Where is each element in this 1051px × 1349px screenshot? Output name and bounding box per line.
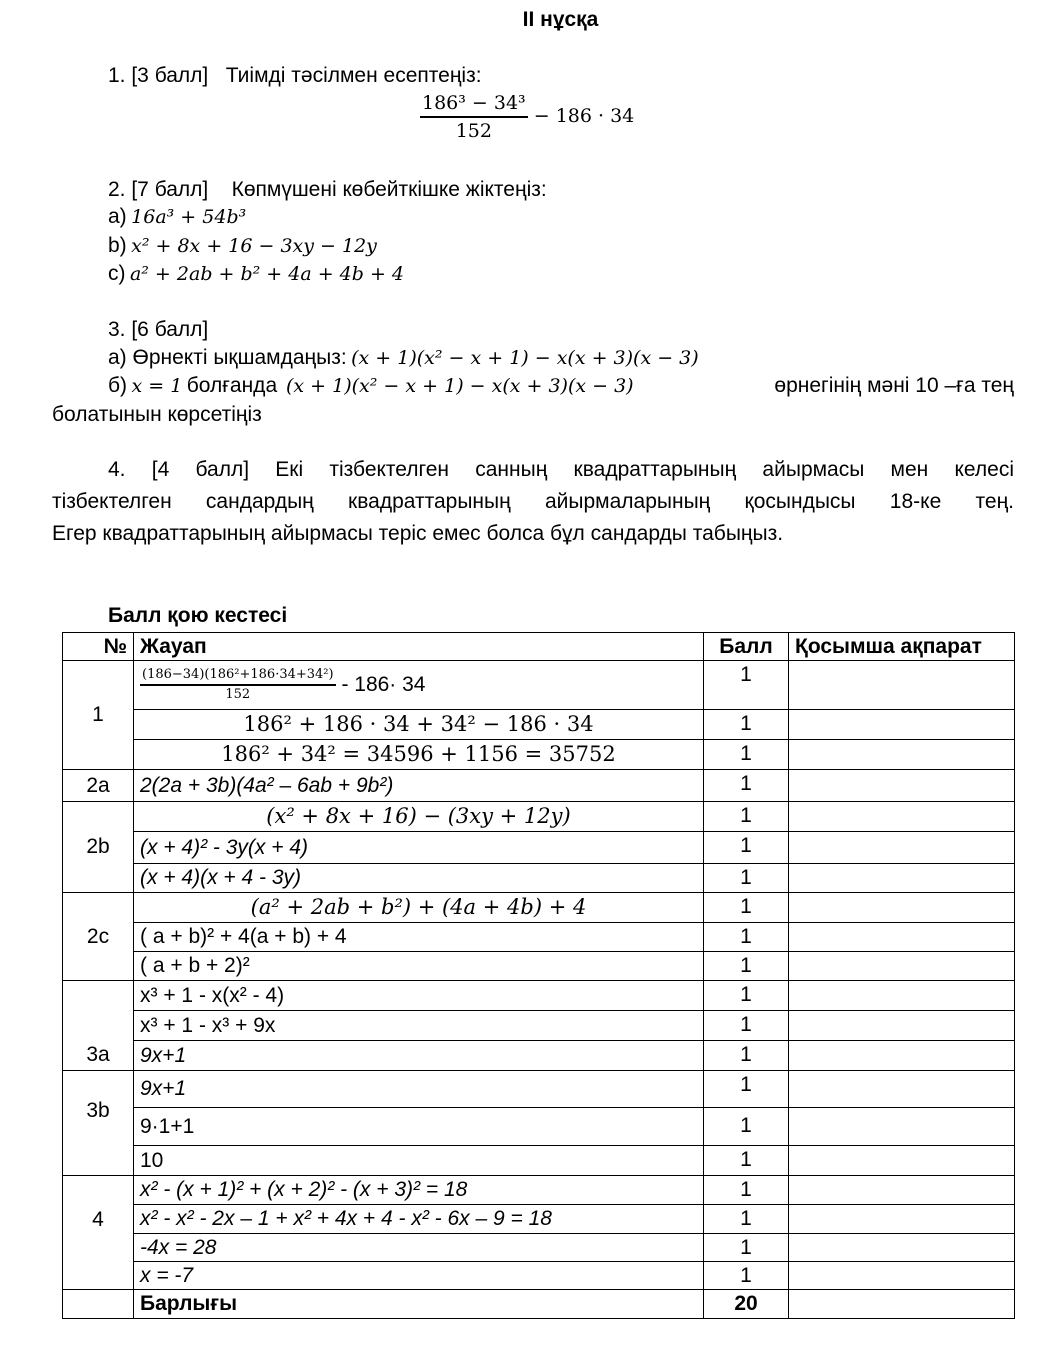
points-cell: 1 (704, 1176, 789, 1205)
points-cell: 1 (704, 1071, 789, 1108)
points-cell: 1 (704, 1205, 789, 1234)
answer-cell: 10 (134, 1146, 704, 1176)
total-number-cell (63, 1290, 134, 1319)
total-row (63, 1290, 1015, 1319)
task-4-line-3: Егер квадраттарының айырмасы теріс емес болса бұл сандарды табыңыз. (52, 522, 784, 545)
points-cell: 1 (704, 1262, 789, 1290)
table-row (63, 1234, 1015, 1262)
extra-info-cell (789, 952, 1015, 981)
points-cell: 1 (704, 923, 789, 952)
task-number: 4 (63, 1176, 134, 1290)
extra-info-cell (789, 1041, 1015, 1071)
answer-cell: 9x+1 (134, 1041, 704, 1071)
table-row (63, 1146, 1015, 1176)
extra-info-cell (789, 1262, 1015, 1290)
table-row (63, 740, 1015, 770)
task-3b-condition: x = 1 (131, 375, 183, 397)
points-cell: 1 (704, 1041, 789, 1071)
total-label: Барлығы (134, 1290, 704, 1319)
task-2c-label: c) (108, 262, 126, 285)
task-2b-expr: x² + 8x + 16 − 3xy − 12y (131, 235, 377, 257)
extra-info-cell (789, 893, 1015, 923)
task-number: 3a (63, 981, 134, 1071)
header-points: Балл (704, 633, 789, 661)
answer-cell: (x² + 8x + 16) − (3xy + 12y) (134, 802, 704, 832)
total-points: 20 (704, 1290, 789, 1319)
answer-cell: (a² + 2ab + b²) + (4a + 4b) + 4 (134, 893, 704, 923)
task-3a (108, 346, 699, 370)
task-3-label: 3. [6 балл] (108, 318, 209, 341)
task-2a-expr: 16a³ + 54b³ (131, 206, 247, 228)
task-1-denominator: 152 (455, 120, 492, 142)
extra-info-cell (789, 981, 1015, 1011)
task-1-numerator: 186³ − 34³ (420, 92, 528, 118)
task-3a-expr: (x + 1)(x² − x + 1) − x(x + 3)(x − 3) (351, 347, 699, 369)
extra-info-cell (789, 1234, 1015, 1262)
task-1-label: 1. [3 балл] (108, 64, 209, 87)
answer-cell: x³ + 1 - x³ + 9x (134, 1011, 704, 1041)
table-row (63, 1071, 1015, 1108)
answer-cell: 186² + 186 · 34 + 34² − 186 · 34 (134, 710, 704, 740)
points-cell: 1 (704, 740, 789, 770)
points-cell: 1 (704, 1234, 789, 1262)
table-row (63, 981, 1015, 1011)
header-extra-info: Қосымша ақпарат (789, 633, 1015, 661)
extra-info-cell (789, 1071, 1015, 1108)
task-3b-when: болғанда (186, 374, 278, 397)
extra-info-cell (789, 864, 1015, 893)
task-3b-continuation: болатынын көрсетіңіз (52, 403, 262, 426)
extra-info-cell (789, 1146, 1015, 1176)
table-header-row (63, 633, 1015, 661)
points-cell: 1 (704, 1108, 789, 1146)
points-cell: 1 (704, 1146, 789, 1176)
table-row (63, 661, 1015, 710)
points-cell: 1 (704, 661, 789, 710)
task-4-line-2: тізбектелген сандардың квадраттарының айырмаларының қосындысы 18-ке тең. (52, 490, 1014, 513)
task-number: 2a (63, 770, 134, 802)
task-3a-text: а) Өрнекті ықшамдаңыз: (108, 346, 347, 369)
extra-info-cell (789, 661, 1015, 710)
answer-fraction (140, 668, 336, 703)
task-2c (108, 262, 404, 286)
points-cell: 1 (704, 770, 789, 802)
task-2a (108, 205, 246, 229)
table-row (63, 1205, 1015, 1234)
table-row (63, 893, 1015, 923)
answer-fraction-numerator: (186−34)(186²+186·34+34²) (140, 668, 336, 686)
task-1-heading (108, 64, 482, 88)
task-number: 1 (63, 661, 134, 770)
table-row (63, 832, 1015, 864)
answer-cell: (x + 4)² - 3y(x + 4) (134, 832, 704, 864)
extra-info-cell (789, 1290, 1015, 1319)
table-row (63, 952, 1015, 981)
answer-cell: x = -7 (134, 1262, 704, 1290)
table-row (63, 923, 1015, 952)
task-2-label: 2. [7 балл] (108, 178, 209, 201)
extra-info-cell (789, 740, 1015, 770)
task-2c-expr: a² + 2ab + b² + 4a + 4b + 4 (129, 263, 405, 285)
extra-info-cell (789, 710, 1015, 740)
task-2b-label: b) (108, 234, 127, 257)
extra-info-cell (789, 1011, 1015, 1041)
answer-cell: x² - (x + 1)² + (x + 2)² - (x + 3)² = 18 (134, 1176, 704, 1205)
points-cell: 1 (704, 864, 789, 893)
extra-info-cell (789, 1176, 1015, 1205)
header-answer: Жауап (134, 633, 704, 661)
task-2a-label: a) (108, 205, 127, 228)
answer-cell (134, 661, 704, 710)
extra-info-cell (789, 802, 1015, 832)
answer-fraction-denominator: 152 (225, 687, 251, 702)
answer-cell: 2(2a + 3b)(4a² – 6ab + 9b²) (134, 770, 704, 802)
task-number: 2c (63, 893, 134, 981)
points-cell: 1 (704, 710, 789, 740)
points-cell: 1 (704, 981, 789, 1011)
table-row (63, 1041, 1015, 1071)
table-row (63, 1262, 1015, 1290)
points-cell: 1 (704, 802, 789, 832)
task-number: 2b (63, 802, 134, 893)
extra-info-cell (789, 770, 1015, 802)
task-2b (108, 234, 377, 258)
task-1-text: Тиімді тәсілмен есептеңіз: (225, 64, 482, 87)
table-row (63, 710, 1015, 740)
task-1-expression (420, 92, 634, 142)
task-1-fraction (420, 92, 528, 142)
task-3b (108, 374, 1014, 398)
table-row (63, 770, 1015, 802)
extra-info-cell (789, 1205, 1015, 1234)
answer-cell: 9x+1 (134, 1071, 704, 1108)
task-2-text: Көпмүшені көбейткішке жіктеңіз: (231, 178, 547, 201)
answer-cell: x² - x² - 2x – 1 + x² + 4x + 4 - x² - 6x – 9 = 18 (134, 1205, 704, 1234)
answer-cell: 9·1+1 (134, 1108, 704, 1146)
task-3b-expr: (x + 1)(x² − x + 1) − x(x + 3)(x − 3) (286, 375, 634, 397)
table-row (63, 864, 1015, 893)
answer-cell: -4x = 28 (134, 1234, 704, 1262)
task-4-line-1: 4. [4 балл] Екі тізбектелген санның квадраттарының айырмасы мен келесі (108, 458, 1014, 481)
points-cell: 1 (704, 952, 789, 981)
answer-cell: 186² + 34² = 34596 + 1156 = 35752 (134, 740, 704, 770)
points-cell: 1 (704, 832, 789, 864)
points-cell: 1 (704, 893, 789, 923)
extra-info-cell (789, 923, 1015, 952)
task-3b-value-text: өрнегінің мәні 10 –ға тең (774, 374, 1014, 397)
answer-tail: - 186· 34 (341, 672, 426, 696)
table-row (63, 1108, 1015, 1146)
answer-cell: ( a + b)² + 4(a + b) + 4 (134, 923, 704, 952)
score-table (62, 632, 1015, 1319)
table-row (63, 802, 1015, 832)
answer-cell: x³ + 1 - x(x² - 4) (134, 981, 704, 1011)
points-cell: 1 (704, 1011, 789, 1041)
table-row (63, 1176, 1015, 1205)
task-1-tail: − 186 · 34 (533, 105, 635, 127)
answer-cell: (x + 4)(x + 4 - 3y) (134, 864, 704, 893)
task-2-heading (108, 178, 547, 202)
task-3b-prefix: б) (108, 374, 128, 397)
extra-info-cell (789, 1108, 1015, 1146)
header-number: № (63, 633, 134, 661)
variant-title: II нұсқа (522, 8, 599, 31)
score-table-caption: Балл қою кестесі (108, 604, 288, 627)
answer-cell: ( a + b + 2)² (134, 952, 704, 981)
extra-info-cell (789, 832, 1015, 864)
table-row (63, 1011, 1015, 1041)
task-number: 3b (63, 1071, 134, 1176)
